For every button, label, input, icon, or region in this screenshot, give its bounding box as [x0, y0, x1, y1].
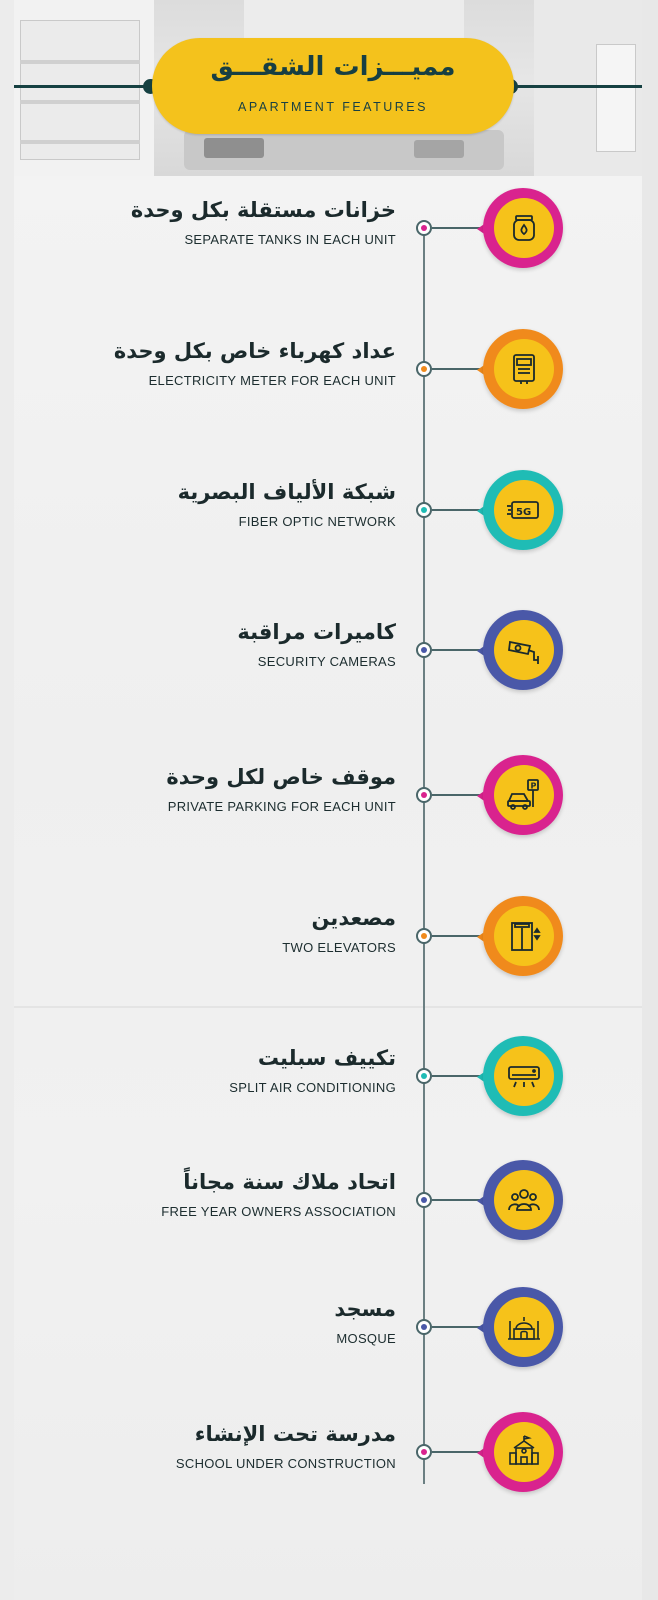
air-conditioner-icon	[494, 1046, 554, 1106]
timeline-node	[416, 1444, 432, 1460]
feature-title-english: SCHOOL UNDER CONSTRUCTION	[175, 1456, 396, 1471]
school-building-icon	[494, 1422, 554, 1482]
header-line-left	[14, 85, 154, 88]
timeline-node-dot	[421, 792, 427, 798]
car-parking-icon	[494, 765, 554, 825]
badge-ring	[483, 1036, 563, 1116]
feature-badge	[477, 1412, 563, 1494]
content-seam	[14, 1006, 642, 1008]
timeline-node	[416, 361, 432, 377]
badge-ring	[483, 188, 563, 268]
feature-item	[0, 468, 658, 558]
feature-badge	[477, 610, 563, 692]
feature-item	[0, 327, 658, 417]
title-english: APARTMENT FEATURES	[238, 100, 428, 114]
feature-title-arabic: تكييف سبليت	[257, 1046, 396, 1070]
feature-item	[0, 186, 658, 276]
timeline-node	[416, 1192, 432, 1208]
feature-title-english: FIBER OPTIC NETWORK	[238, 514, 396, 529]
water-tank-icon	[494, 198, 554, 258]
elevator-icon	[494, 906, 554, 966]
feature-title-english: SECURITY CAMERAS	[257, 654, 396, 669]
feature-item	[0, 1034, 658, 1124]
feature-badge	[477, 188, 563, 270]
timeline-node-dot	[421, 225, 427, 231]
feature-badge	[477, 896, 563, 978]
timeline-node	[416, 502, 432, 518]
timeline-node-dot	[421, 933, 427, 939]
feature-title-english: FREE YEAR OWNERS ASSOCIATION	[161, 1204, 396, 1219]
timeline-node	[416, 642, 432, 658]
timeline-connector	[432, 1075, 482, 1077]
title-banner	[152, 38, 514, 134]
mosque-icon	[494, 1297, 554, 1357]
feature-badge	[477, 1036, 563, 1118]
electricity-meter-icon	[494, 339, 554, 399]
feature-badge	[477, 755, 563, 837]
timeline-node	[416, 1068, 432, 1084]
header-line-right	[512, 85, 642, 88]
timeline-connector	[432, 509, 482, 511]
badge-ring	[483, 896, 563, 976]
feature-title-arabic: عداد كهرباء خاص بكل وحدة	[113, 339, 396, 363]
feature-badge	[477, 470, 563, 552]
feature-title-english: TWO ELEVATORS	[282, 940, 396, 955]
feature-badge	[477, 1160, 563, 1242]
feature-item	[0, 753, 658, 843]
timeline-node-dot	[421, 507, 427, 513]
feature-badge	[477, 1287, 563, 1369]
feature-badge	[477, 329, 563, 411]
timeline-node	[416, 220, 432, 236]
timeline-connector	[432, 368, 482, 370]
feature-title-english: PRIVATE PARKING FOR EACH UNIT	[167, 799, 396, 814]
feature-title-arabic: مدرسة تحت الإنشاء	[194, 1422, 396, 1446]
timeline-node-dot	[421, 647, 427, 653]
timeline-connector	[432, 649, 482, 651]
feature-title-arabic: مصعدين	[311, 906, 396, 930]
timeline-connector	[432, 794, 482, 796]
timeline-connector	[432, 1326, 482, 1328]
feature-title-arabic: موقف خاص لكل وحدة	[166, 765, 396, 789]
feature-item	[0, 1410, 658, 1500]
timeline-connector	[432, 1199, 482, 1201]
timeline-node	[416, 787, 432, 803]
5g-network-icon	[494, 480, 554, 540]
feature-title-arabic: اتحاد ملاك سنة مجاناً	[183, 1170, 396, 1194]
badge-ring	[483, 1160, 563, 1240]
svg-text:5G: 5G	[516, 507, 532, 518]
timeline-node-dot	[421, 1197, 427, 1203]
people-group-icon	[494, 1170, 554, 1230]
timeline-node-dot	[421, 366, 427, 372]
feature-title-arabic: خزانات مستقلة بكل وحدة	[130, 198, 396, 222]
feature-title-english: ELECTRICITY METER FOR EACH UNIT	[148, 373, 396, 388]
timeline-node-dot	[421, 1324, 427, 1330]
timeline-node-dot	[421, 1449, 427, 1455]
badge-ring	[483, 610, 563, 690]
badge-ring	[483, 755, 563, 835]
badge-ring	[483, 1412, 563, 1492]
svg-text:P: P	[530, 781, 537, 791]
timeline-node	[416, 928, 432, 944]
timeline-connector	[432, 1451, 482, 1453]
feature-title-english: SEPARATE TANKS IN EACH UNIT	[184, 232, 396, 247]
timeline-connector	[432, 227, 482, 229]
badge-ring	[483, 1287, 563, 1367]
feature-title-arabic: مسجد	[334, 1297, 396, 1321]
timeline-node-dot	[421, 1073, 427, 1079]
feature-item	[0, 894, 658, 984]
feature-item	[0, 1285, 658, 1375]
timeline-connector	[432, 935, 482, 937]
feature-item	[0, 608, 658, 698]
timeline-node	[416, 1319, 432, 1335]
title-arabic: مميـــزات الشقـــق	[210, 52, 456, 82]
feature-title-arabic: شبكة الألياف البصرية	[177, 480, 396, 504]
security-camera-icon	[494, 620, 554, 680]
feature-title-english: MOSQUE	[336, 1331, 396, 1346]
badge-ring	[483, 470, 563, 550]
badge-ring	[483, 329, 563, 409]
feature-title-arabic: كاميرات مراقبة	[237, 620, 396, 644]
feature-item	[0, 1158, 658, 1248]
feature-title-english: SPLIT AIR CONDITIONING	[229, 1080, 396, 1095]
